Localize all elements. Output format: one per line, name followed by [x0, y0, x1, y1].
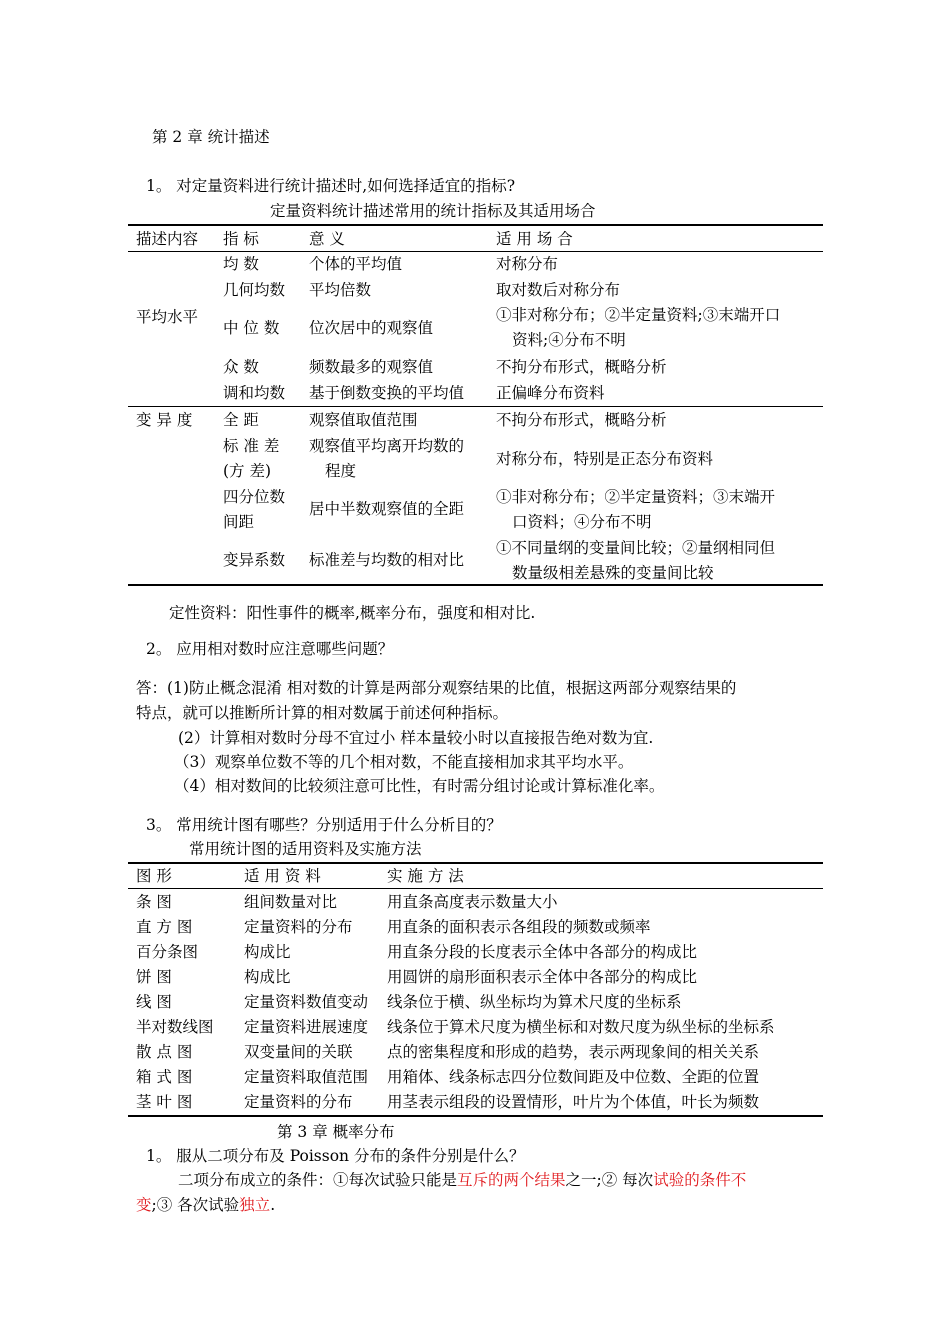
- indicator-meaning: 居中半数观察值的全距: [309, 500, 465, 518]
- chart-data-kind: 定量资料取值范围: [244, 1068, 369, 1086]
- indicator-meaning: 基于倒数变换的平均值: [309, 384, 465, 402]
- text-segment: 之一;② 每次: [565, 1171, 654, 1189]
- indicator-name: 标 准 差: [223, 437, 280, 455]
- indicator-meaning: 标准差与均数的相对比: [309, 551, 465, 569]
- indicator-use: 不拘分布形式，概略分析: [496, 358, 667, 376]
- indicator-name: 众 数: [223, 358, 259, 376]
- table-top-rule: [128, 862, 823, 864]
- table-header-rule: [128, 251, 823, 252]
- indicator-use: 不拘分布形式，概略分析: [496, 411, 667, 429]
- chart-type: 百分条图: [136, 943, 199, 961]
- indicator-name: 变异系数: [223, 551, 286, 569]
- table-header: 描述内容: [136, 230, 199, 248]
- indicator-meaning: 程度: [325, 462, 357, 480]
- chapter-3-question-1: 1。 服从二项分布及 Poisson 分布的条件分别是什么？: [146, 1147, 525, 1165]
- table-header-rule: [128, 888, 823, 889]
- chart-method: 线条位于算术尺度为横坐标和对数尺度为纵坐标的坐标系: [387, 1018, 775, 1036]
- table-header: 意 义: [309, 230, 345, 248]
- chart-type: 饼 图: [136, 968, 172, 986]
- chart-data-kind: 组间数量对比: [244, 893, 338, 911]
- binomial-line-2: [136, 1198, 275, 1214]
- chart-data-kind: 定量资料进展速度: [244, 1018, 369, 1036]
- group-label: 平均水平: [136, 308, 199, 326]
- indicator-use: 资料;④分布不明: [512, 331, 626, 349]
- text-segment: ;③ 各次试验: [151, 1196, 240, 1214]
- indicator-use: 对称分布: [496, 255, 559, 273]
- question-1: 1。 对定量资料进行统计描述时,如何选择适宜的指标?: [146, 177, 516, 195]
- highlight-independent: 独立: [239, 1196, 271, 1214]
- question-3: 3。 常用统计图有哪些？分别适用于什么分析目的？: [146, 816, 502, 834]
- qualitative-note: 定性资料：阳性事件的概率,概率分布，强度和相对比.: [169, 604, 536, 622]
- indicator-use: ①不同量纲的变量间比较；②量纲相同但: [496, 539, 776, 557]
- answer-2-line: (2）计算相对数时分母不宜过小 样本量较小时以直接报告绝对数为宜.: [178, 729, 654, 747]
- chart-type: 条 图: [136, 893, 172, 911]
- chart-type: 线 图: [136, 993, 172, 1011]
- chart-data-kind: 定量资料的分布: [244, 1093, 353, 1111]
- chart-method: 用直条的面积表示各组段的频数或频率: [387, 918, 651, 936]
- indicator-name: 全 距: [223, 411, 259, 429]
- table-header: 适 用 资 料: [244, 867, 321, 885]
- indicator-meaning: 位次居中的观察值: [309, 319, 434, 337]
- table-header: 图 形: [136, 867, 172, 885]
- binomial-line-1: [178, 1173, 746, 1189]
- indicator-use: 取对数后对称分布: [496, 281, 621, 299]
- indicator-meaning: 观察值取值范围: [309, 411, 418, 429]
- indicator-meaning: 观察值平均离开均数的: [309, 437, 465, 455]
- table-bottom-rule: [128, 1115, 823, 1117]
- question-2: 2。 应用相对数时应注意哪些问题？: [146, 640, 394, 658]
- chart-type: 半对数线图: [136, 1018, 214, 1036]
- table-bottom-rule: [128, 584, 823, 586]
- chart-method: 点的密集程度和形成的趋势，表示两现象间的相关关系: [387, 1043, 760, 1061]
- chart-type: 散 点 图: [136, 1043, 193, 1061]
- table-header: 适 用 场 合: [496, 230, 573, 248]
- text-segment: .: [270, 1196, 276, 1214]
- answer-2-line: （3）观察单位数不等的几个相对数，不能直接相加求其平均水平。: [174, 753, 634, 771]
- indicator-use: 正偏峰分布资料: [496, 384, 605, 402]
- table-group-rule: [128, 406, 823, 407]
- indicator-name: (方 差): [223, 462, 272, 480]
- chart-data-kind: 定量资料的分布: [244, 918, 353, 936]
- text-segment: 二项分布成立的条件：①每次试验只能是: [178, 1171, 458, 1189]
- answer-2-line: （4）相对数间的比较须注意可比性，有时需分组讨论或计算标准化率。: [174, 777, 665, 795]
- chart-type: 箱 式 图: [136, 1068, 193, 1086]
- highlight-mutually-exclusive: 互斥的两个结果: [457, 1171, 566, 1189]
- answer-2-line: 特点，就可以推断所计算的相对数属于前述何种指标。: [136, 704, 509, 722]
- table-caption: 定量资料统计描述常用的统计指标及其适用场合: [270, 202, 596, 220]
- indicator-use: ①非对称分布；②半定量资料;③末端开口: [496, 306, 781, 324]
- indicator-name: 调和均数: [223, 384, 286, 402]
- highlight-constant-conditions: 试验的条件不: [653, 1171, 747, 1189]
- table-top-rule: [128, 224, 823, 226]
- indicator-use: 数量级相差悬殊的变量间比较: [512, 564, 714, 582]
- group-label: 变 异 度: [136, 411, 193, 429]
- table-caption: 常用统计图的适用资料及实施方法: [189, 840, 422, 858]
- indicator-meaning: 平均倍数: [309, 281, 372, 299]
- indicator-name: 四分位数: [223, 488, 286, 506]
- table-header: 实 施 方 法: [387, 867, 464, 885]
- chart-method: 用直条分段的长度表示全体中各部分的构成比: [387, 943, 698, 961]
- chart-data-kind: 构成比: [244, 943, 291, 961]
- highlight-constant-conditions: 变: [136, 1196, 152, 1214]
- chapter-3-title: 第 3 章 概率分布: [277, 1123, 395, 1141]
- chart-type: 直 方 图: [136, 918, 193, 936]
- chart-type: 茎 叶 图: [136, 1093, 193, 1111]
- chart-data-kind: 定量资料数值变动: [244, 993, 369, 1011]
- chart-method: 用茎表示组段的设置情形，叶片为个体值，叶长为频数: [387, 1093, 760, 1111]
- chapter-2-title: 第 2 章 统计描述: [152, 128, 270, 146]
- answer-2-line: 答：(1)防止概念混淆 相对数的计算是两部分观察结果的比值，根据这两部分观察结果的: [136, 679, 737, 697]
- chart-data-kind: 双变量间的关联: [244, 1043, 353, 1061]
- chart-method: 用直条高度表示数量大小: [387, 893, 558, 911]
- chart-method: 线条位于横、纵坐标均为算术尺度的坐标系: [387, 993, 682, 1011]
- indicator-name: 间距: [223, 513, 255, 531]
- indicator-use: 口资料；④分布不明: [512, 513, 652, 531]
- indicator-meaning: 个体的平均值: [309, 255, 403, 273]
- indicator-use: ①非对称分布；②半定量资料；③末端开: [496, 488, 776, 506]
- chart-method: 用圆饼的扇形面积表示全体中各部分的构成比: [387, 968, 698, 986]
- indicator-meaning: 频数最多的观察值: [309, 358, 434, 376]
- chart-method: 用箱体、线条标志四分位数间距及中位数、全距的位置: [387, 1068, 760, 1086]
- indicator-use: 对称分布，特别是正态分布资料: [496, 450, 714, 468]
- chart-data-kind: 构成比: [244, 968, 291, 986]
- indicator-name: 中 位 数: [223, 319, 280, 337]
- indicator-name: 几何均数: [223, 281, 286, 299]
- table-header: 指 标: [223, 230, 259, 248]
- indicator-name: 均 数: [223, 255, 259, 273]
